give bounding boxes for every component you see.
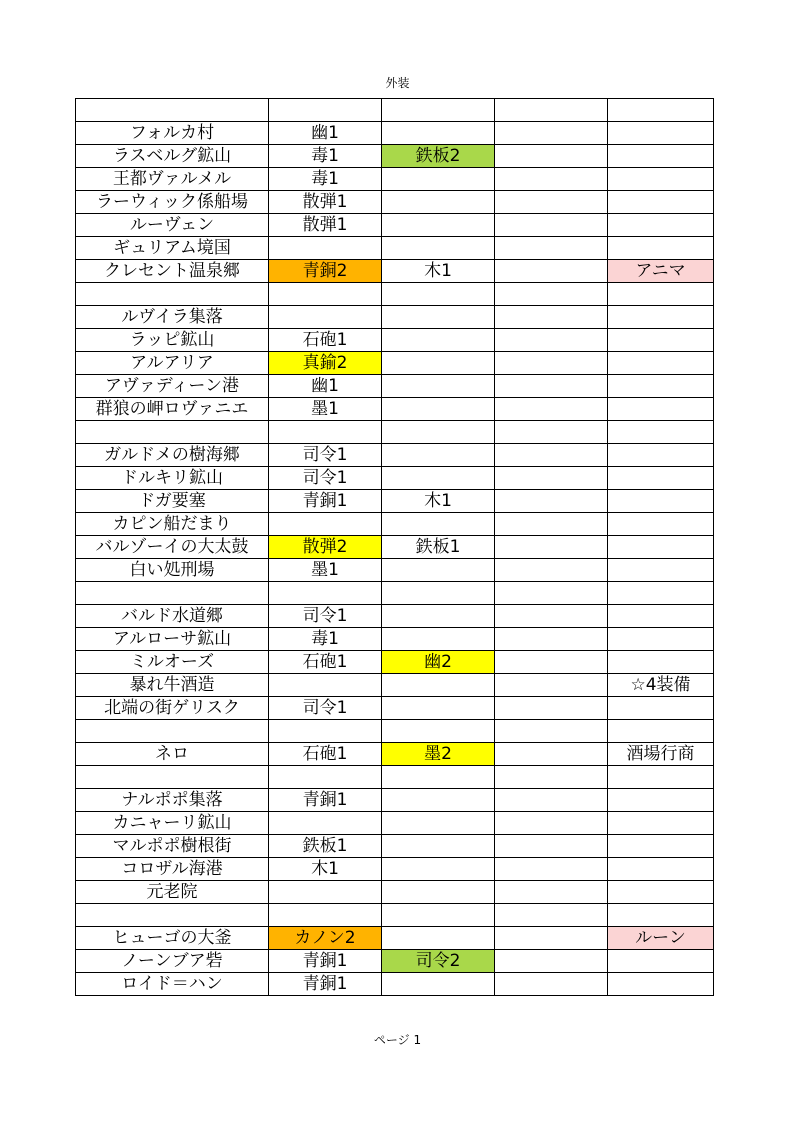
item-cell[interactable]: 石砲1: [269, 329, 382, 352]
item-cell[interactable]: 木1: [269, 858, 382, 881]
page-header: 外装: [385, 76, 410, 90]
item-cell[interactable]: [495, 490, 608, 513]
table-row: [76, 444, 714, 467]
item-cell[interactable]: [608, 214, 714, 237]
item-cell[interactable]: [495, 306, 608, 329]
page-footer: ページ 1: [373, 1033, 422, 1047]
table-row: [76, 214, 714, 237]
item-cell[interactable]: [269, 812, 382, 835]
item-cell[interactable]: [495, 536, 608, 559]
table-row: [76, 352, 714, 375]
table-row: [76, 375, 714, 398]
item-cell[interactable]: [495, 421, 608, 444]
location-cell[interactable]: ルヴイラ集落: [76, 306, 269, 329]
item-cell[interactable]: 司令1: [269, 444, 382, 467]
table-row: [76, 191, 714, 214]
item-cell[interactable]: [382, 858, 495, 881]
item-cell[interactable]: 幽1: [269, 375, 382, 398]
item-cell[interactable]: 青銅2: [269, 260, 382, 283]
item-cell[interactable]: ☆4装備: [608, 674, 714, 697]
item-cell[interactable]: [608, 352, 714, 375]
table-row: [76, 536, 714, 559]
item-cell[interactable]: [382, 283, 495, 306]
item-cell[interactable]: [608, 904, 714, 927]
table-row: [76, 628, 714, 651]
item-cell[interactable]: [495, 352, 608, 375]
item-cell[interactable]: [495, 858, 608, 881]
location-cell[interactable]: 王都ヴァルメル: [76, 168, 269, 191]
item-cell[interactable]: [495, 513, 608, 536]
item-cell[interactable]: [495, 835, 608, 858]
item-cell[interactable]: [495, 99, 608, 122]
item-cell[interactable]: 真鍮2: [269, 352, 382, 375]
item-cell[interactable]: [495, 674, 608, 697]
item-cell[interactable]: [495, 950, 608, 973]
location-cell[interactable]: ラッピ鉱山: [76, 329, 269, 352]
location-cell[interactable]: ラスベルグ鉱山: [76, 145, 269, 168]
item-cell[interactable]: [382, 835, 495, 858]
location-cell[interactable]: バルゾーイの大太鼓: [76, 536, 269, 559]
item-cell[interactable]: [269, 513, 382, 536]
item-cell[interactable]: 鉄板1: [269, 835, 382, 858]
item-cell[interactable]: [382, 168, 495, 191]
item-cell[interactable]: [495, 375, 608, 398]
table-row: [76, 559, 714, 582]
item-cell[interactable]: [608, 444, 714, 467]
location-cell[interactable]: [76, 766, 269, 789]
location-cell[interactable]: カニャーリ鉱山: [76, 812, 269, 835]
location-cell[interactable]: アヴァディーン港: [76, 375, 269, 398]
item-cell[interactable]: [608, 329, 714, 352]
table-row: [76, 306, 714, 329]
item-cell[interactable]: [495, 145, 608, 168]
table-row: [76, 950, 714, 973]
item-cell[interactable]: [382, 927, 495, 950]
item-cell[interactable]: カノン2: [269, 927, 382, 950]
item-cell[interactable]: 墨2: [382, 743, 495, 766]
item-cell[interactable]: アニマ: [608, 260, 714, 283]
item-cell[interactable]: [495, 605, 608, 628]
table-row: [76, 766, 714, 789]
table-row: [76, 743, 714, 766]
location-cell[interactable]: ルーヴェン: [76, 214, 269, 237]
item-cell[interactable]: 司令1: [269, 697, 382, 720]
item-cell[interactable]: [608, 628, 714, 651]
item-cell[interactable]: [382, 329, 495, 352]
location-cell[interactable]: [76, 99, 269, 122]
item-cell[interactable]: [382, 628, 495, 651]
item-cell[interactable]: [608, 881, 714, 904]
location-cell[interactable]: [76, 283, 269, 306]
item-cell[interactable]: [608, 697, 714, 720]
table-row: [76, 858, 714, 881]
item-cell[interactable]: 幽2: [382, 651, 495, 674]
table-row: [76, 904, 714, 927]
item-cell[interactable]: [608, 582, 714, 605]
location-cell[interactable]: 元老院: [76, 881, 269, 904]
location-cell[interactable]: ドルキリ鉱山: [76, 467, 269, 490]
item-cell[interactable]: [608, 513, 714, 536]
location-cell[interactable]: [76, 904, 269, 927]
table-row: [76, 283, 714, 306]
item-cell[interactable]: [495, 582, 608, 605]
item-cell[interactable]: [608, 467, 714, 490]
item-cell[interactable]: [269, 582, 382, 605]
item-cell[interactable]: [495, 743, 608, 766]
item-cell[interactable]: [495, 237, 608, 260]
item-cell[interactable]: [608, 145, 714, 168]
table-row: [76, 927, 714, 950]
item-cell[interactable]: [608, 858, 714, 881]
location-cell[interactable]: ロイド＝ハン: [76, 973, 269, 996]
item-cell[interactable]: 青銅1: [269, 490, 382, 513]
item-cell[interactable]: 鉄板1: [382, 536, 495, 559]
item-cell[interactable]: 散弾1: [269, 191, 382, 214]
table-row: [76, 973, 714, 996]
location-cell[interactable]: ギュリアム境国: [76, 237, 269, 260]
item-cell[interactable]: [608, 237, 714, 260]
item-cell[interactable]: [382, 122, 495, 145]
item-cell[interactable]: [495, 122, 608, 145]
item-cell[interactable]: 木1: [382, 260, 495, 283]
location-cell[interactable]: 暴れ牛酒造: [76, 674, 269, 697]
item-cell[interactable]: [382, 812, 495, 835]
spreadsheet-table: [75, 98, 714, 996]
item-cell[interactable]: 幽1: [269, 122, 382, 145]
table-row: [76, 398, 714, 421]
item-cell[interactable]: 毒1: [269, 168, 382, 191]
item-cell[interactable]: [269, 881, 382, 904]
item-cell[interactable]: 司令1: [269, 605, 382, 628]
item-cell[interactable]: [495, 697, 608, 720]
item-cell[interactable]: [608, 168, 714, 191]
item-cell[interactable]: [608, 490, 714, 513]
item-cell[interactable]: [608, 122, 714, 145]
item-cell[interactable]: [495, 789, 608, 812]
item-cell[interactable]: [495, 329, 608, 352]
item-cell[interactable]: [608, 398, 714, 421]
item-cell[interactable]: [382, 881, 495, 904]
location-cell[interactable]: [76, 421, 269, 444]
item-cell[interactable]: [608, 559, 714, 582]
location-cell[interactable]: カピン船だまり: [76, 513, 269, 536]
item-cell[interactable]: [382, 398, 495, 421]
item-cell[interactable]: [269, 766, 382, 789]
table-row: [76, 651, 714, 674]
item-cell[interactable]: [495, 444, 608, 467]
table-row: [76, 260, 714, 283]
item-cell[interactable]: [608, 306, 714, 329]
item-cell[interactable]: [608, 973, 714, 996]
item-cell[interactable]: [608, 375, 714, 398]
location-cell[interactable]: バルド水道郷: [76, 605, 269, 628]
item-cell[interactable]: ルーン: [608, 927, 714, 950]
table-row: [76, 605, 714, 628]
item-cell[interactable]: 鉄板2: [382, 145, 495, 168]
item-cell[interactable]: 毒1: [269, 628, 382, 651]
location-cell[interactable]: ミルオーズ: [76, 651, 269, 674]
item-cell[interactable]: 木1: [382, 490, 495, 513]
item-cell[interactable]: 墨1: [269, 398, 382, 421]
location-cell[interactable]: アルローサ鉱山: [76, 628, 269, 651]
table-row: [76, 237, 714, 260]
item-cell[interactable]: [269, 99, 382, 122]
location-cell[interactable]: マルポポ樹根街: [76, 835, 269, 858]
item-cell[interactable]: [382, 697, 495, 720]
item-cell[interactable]: [495, 904, 608, 927]
item-cell[interactable]: [608, 835, 714, 858]
item-cell[interactable]: 司令1: [269, 467, 382, 490]
location-cell[interactable]: コロザル海港: [76, 858, 269, 881]
item-cell[interactable]: [495, 214, 608, 237]
item-cell[interactable]: [382, 237, 495, 260]
item-cell[interactable]: [608, 191, 714, 214]
item-cell[interactable]: [608, 99, 714, 122]
table-row: [76, 720, 714, 743]
location-cell[interactable]: ガルドメの樹海郷: [76, 444, 269, 467]
item-cell[interactable]: [495, 260, 608, 283]
item-cell[interactable]: 酒場行商: [608, 743, 714, 766]
item-cell[interactable]: [495, 168, 608, 191]
item-cell[interactable]: [382, 467, 495, 490]
table-row: [76, 812, 714, 835]
table-row: [76, 145, 714, 168]
item-cell[interactable]: [495, 720, 608, 743]
item-cell[interactable]: [608, 283, 714, 306]
item-cell[interactable]: [269, 720, 382, 743]
location-cell[interactable]: 白い処刑場: [76, 559, 269, 582]
item-cell[interactable]: [382, 421, 495, 444]
item-cell[interactable]: [382, 904, 495, 927]
table-row: [76, 490, 714, 513]
item-cell[interactable]: 毒1: [269, 145, 382, 168]
item-cell[interactable]: [269, 904, 382, 927]
location-cell[interactable]: [76, 582, 269, 605]
item-cell[interactable]: [382, 720, 495, 743]
item-cell[interactable]: [382, 191, 495, 214]
item-cell[interactable]: [495, 881, 608, 904]
item-cell[interactable]: [382, 99, 495, 122]
item-cell[interactable]: [608, 536, 714, 559]
item-cell[interactable]: [382, 605, 495, 628]
location-cell[interactable]: ヒューゴの大釜: [76, 927, 269, 950]
item-cell[interactable]: [269, 674, 382, 697]
item-cell[interactable]: [382, 766, 495, 789]
table-row: [76, 582, 714, 605]
table-row: [76, 835, 714, 858]
item-cell[interactable]: [269, 237, 382, 260]
item-cell[interactable]: 散弾1: [269, 214, 382, 237]
item-cell[interactable]: [495, 766, 608, 789]
item-cell[interactable]: [495, 398, 608, 421]
item-cell[interactable]: [382, 513, 495, 536]
item-cell[interactable]: [382, 444, 495, 467]
table-row: [76, 122, 714, 145]
item-cell[interactable]: 青銅1: [269, 789, 382, 812]
item-cell[interactable]: 散弾2: [269, 536, 382, 559]
item-cell[interactable]: [608, 651, 714, 674]
location-cell[interactable]: [76, 720, 269, 743]
item-cell[interactable]: [382, 352, 495, 375]
location-cell[interactable]: ラーウィック係船場: [76, 191, 269, 214]
item-cell[interactable]: [382, 674, 495, 697]
item-cell[interactable]: [608, 421, 714, 444]
location-cell[interactable]: アルアリア: [76, 352, 269, 375]
item-cell[interactable]: 青銅1: [269, 973, 382, 996]
location-cell[interactable]: フォルカ村: [76, 122, 269, 145]
item-cell[interactable]: [269, 306, 382, 329]
item-cell[interactable]: [495, 467, 608, 490]
table-row: [76, 513, 714, 536]
item-cell[interactable]: [495, 973, 608, 996]
item-cell[interactable]: [382, 306, 495, 329]
location-cell[interactable]: クレセント温泉郷: [76, 260, 269, 283]
location-cell[interactable]: 北端の街ゲリスク: [76, 697, 269, 720]
item-cell[interactable]: [269, 283, 382, 306]
table-row: [76, 421, 714, 444]
location-cell[interactable]: ナルポポ集落: [76, 789, 269, 812]
item-cell[interactable]: [608, 789, 714, 812]
item-cell[interactable]: 青銅1: [269, 950, 382, 973]
item-cell[interactable]: 司令2: [382, 950, 495, 973]
location-cell[interactable]: ドガ要塞: [76, 490, 269, 513]
table-row: [76, 467, 714, 490]
item-cell[interactable]: [382, 582, 495, 605]
item-cell[interactable]: [269, 421, 382, 444]
table-row: [76, 674, 714, 697]
item-cell[interactable]: [495, 191, 608, 214]
item-cell[interactable]: [495, 559, 608, 582]
item-cell[interactable]: [495, 628, 608, 651]
item-cell[interactable]: [382, 559, 495, 582]
item-cell[interactable]: [382, 375, 495, 398]
location-cell[interactable]: ノーンブア砦: [76, 950, 269, 973]
table-row: [76, 789, 714, 812]
item-cell[interactable]: [608, 720, 714, 743]
table-row: [76, 881, 714, 904]
table-row: [76, 99, 714, 122]
item-cell[interactable]: [495, 812, 608, 835]
item-cell[interactable]: 石砲1: [269, 743, 382, 766]
item-cell[interactable]: [608, 950, 714, 973]
item-cell[interactable]: 石砲1: [269, 651, 382, 674]
item-cell[interactable]: [495, 927, 608, 950]
item-cell[interactable]: [382, 973, 495, 996]
item-cell[interactable]: [382, 214, 495, 237]
item-cell[interactable]: [495, 283, 608, 306]
item-cell[interactable]: [608, 605, 714, 628]
item-cell[interactable]: 墨1: [269, 559, 382, 582]
table-row: [76, 168, 714, 191]
item-cell[interactable]: [608, 812, 714, 835]
item-cell[interactable]: [495, 651, 608, 674]
table-row: [76, 329, 714, 352]
location-cell[interactable]: ネロ: [76, 743, 269, 766]
location-cell[interactable]: 群狼の岬ロヴァニエ: [76, 398, 269, 421]
table-row: [76, 697, 714, 720]
item-cell[interactable]: [382, 789, 495, 812]
item-cell[interactable]: [608, 766, 714, 789]
